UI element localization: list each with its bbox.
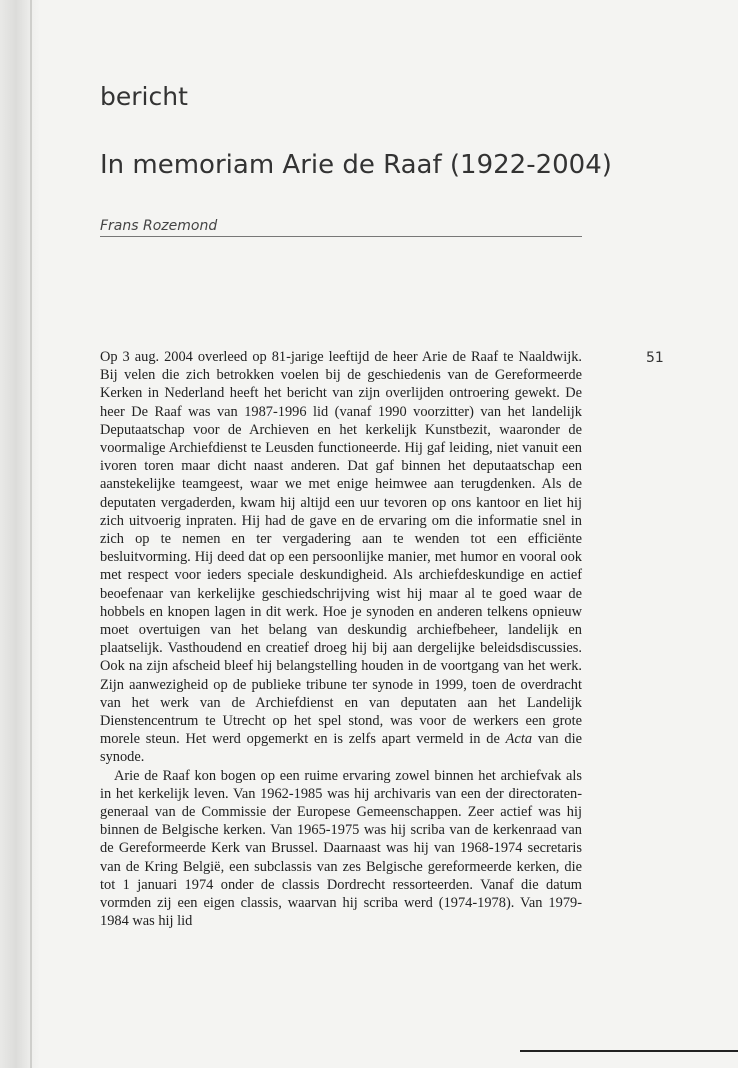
author-name: Frans Rozemond — [100, 218, 218, 234]
bottom-rule — [520, 1050, 738, 1052]
paragraph-1 — [100, 348, 582, 767]
article-body — [100, 348, 582, 931]
author-divider — [100, 236, 582, 237]
page-number: 51 — [646, 350, 664, 366]
book-spine-shadow — [0, 0, 40, 1068]
article-title: In memoriam Arie de Raaf (1922-2004) — [100, 150, 612, 180]
paragraph-1-text: Op 3 aug. 2004 overleed op 81-jarige leeftijd de heer Arie de Raaf te Naaldwijk. Bij velen die zich betrokken voelen bij de geschiedenis van de Gereformeerde Kerken in Nederland heeft het bericht van zijn overlijden ontroering gewekt. De heer De Raaf was van 1987-1996 lid (vanaf 1990 voorzitter) van het landelijk Deputaatschap voor de Archieven en het kerkelijk Kunstbezit, waaronder de voormalige Archiefdienst te Leusden functioneerde. Hij gaf leiding, niet vanuit een ivoren toren maar dicht naast anderen. Dat gaf binnen het deputaatschap een aanstekelijke teamgeest, waar we met enige heimwee aan terugdenken. Als de deputaten vergaderden, kwam hij altijd een uur tevoren op ons kantoor en liet hij zich uitvoerig inpraten. Hij had de gave en de ervaring om die informatie snel in zich op te nemen en ter vergadering aan te wenden tot een efficiënte besluitvorming. Hij deed dat op een persoonlijke manier, met humor en vooral ook met respect voor ieders speciale deskundigheid. Als archiefdeskundige en actief beoefenaar van kerkelijke geschiedschrijving wist hij maar al te goed waar de hobbels en knopen lagen in dit werk. Hoe je synoden en anderen telkens opnieuw moet overtuigen van het belang van deskundig archiefbeheer, landelijk en plaatselijk. Vasthoudend en creatief droeg hij bij aan dergelijke beleidsdiscussies. Ook na zijn afscheid bleef hij belangstelling houden in de voortgang van het werk. Zijn aanwezigheid op de publieke tribune ter synode in 1999, toen de overdracht van het werk van de Archiefdienst en van deputaten aan het Landelijk Dienstencentrum te Utrecht op het spel stond, was voor de werkers een grote morele steun. Het werd opgemerkt en is zelfs apart vermeld in de — [100, 349, 582, 748]
paragraph-1-end: van die synode. — [100, 731, 582, 766]
acta-italic: Acta — [505, 731, 533, 748]
section-label: bericht — [100, 82, 188, 111]
gutter-line — [30, 0, 32, 1068]
paragraph-2: Arie de Raaf kon bogen op een ruime ervaring zowel binnen het archiefvak als in het kerkelijk leven. Van 1962-1985 was hij archivaris van een der directoraten-generaal van de Commissie der Europese Gemeenschappen. Zeer actief was hij binnen de Belgische kerken. Van 1965-1975 was hij scriba van de kerkenraad van de Gereformeerde Kerk van Brussel. Daarnaast was hij van 1968-1974 secretaris van de Kring België, een subclassis van zes Belgische gereformeerde kerken, die tot 1 januari 1974 onder de classis Dordrecht ressorteerden. Vanaf die datum vormden zij een eigen classis, waarvan hij scriba werd (1974-1978). Van 1979-1984 was hij lid — [100, 767, 582, 930]
